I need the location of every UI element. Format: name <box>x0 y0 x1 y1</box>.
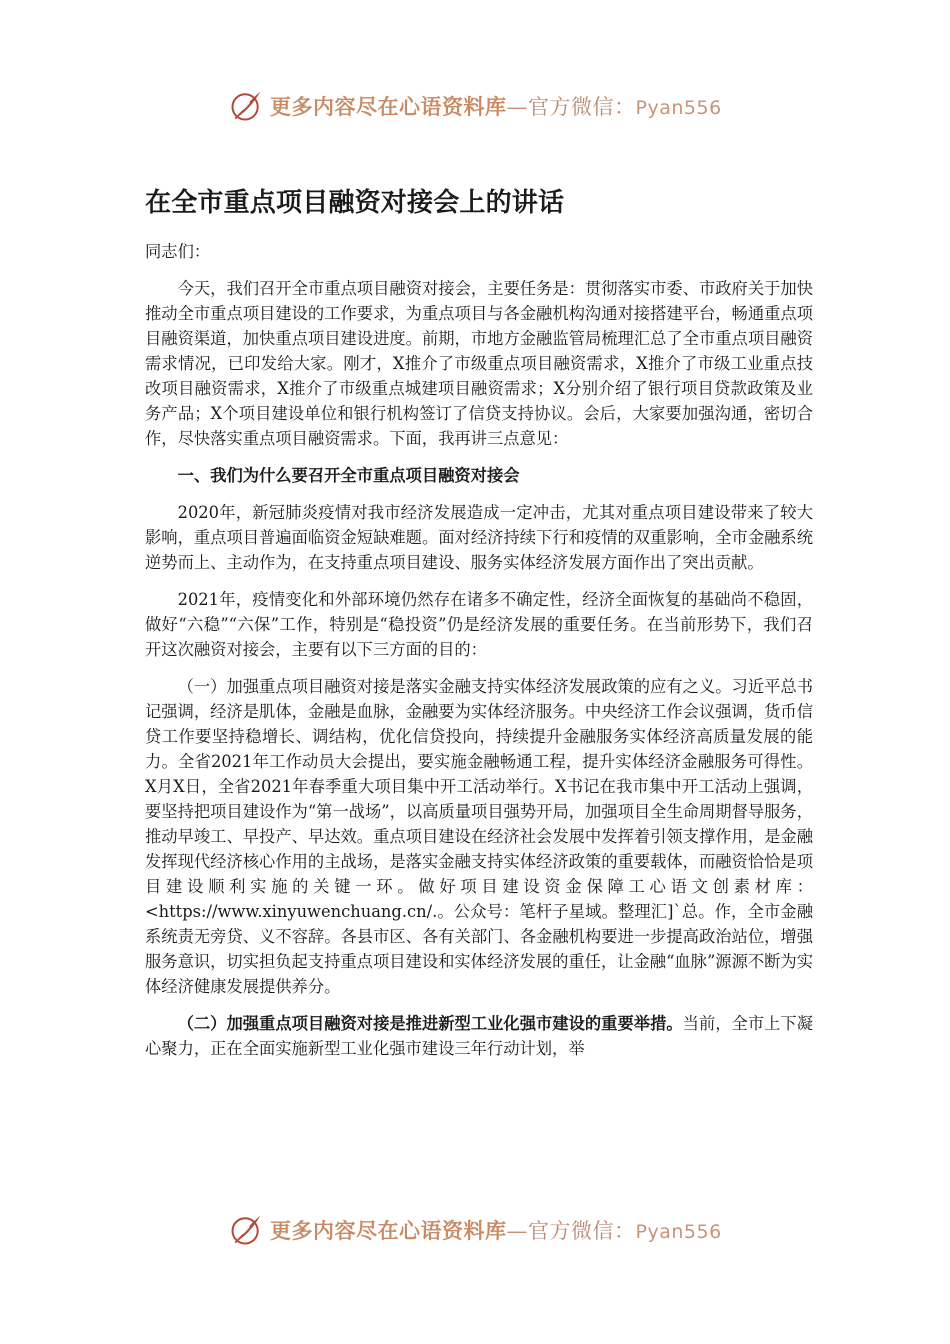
point-2-clip <box>145 1011 813 1061</box>
quill-logo-icon <box>228 88 264 124</box>
document-title: 在全市重点项目融资对接会上的讲话 <box>145 188 565 218</box>
salutation: 同志们： <box>145 242 211 261</box>
banner-brand: 更多内容尽在心语资料库 <box>270 1218 507 1243</box>
paragraph-2020: 2020年，新冠肺炎疫情对我市经济发展造成一定冲击，尤其对重点项目建设带来了较大影响，重点项目普遍面临资金短缺难题。面对经济持续下行和疫情的双重影响，全市金融系统逆势而上、主动作为，在支持重点项目建设、服务实体经济发展方面作出了突出贡献。 <box>145 503 813 572</box>
banner-brand: 更多内容尽在心语资料库 <box>270 94 507 119</box>
banner-text <box>270 91 722 121</box>
banner-separator: — <box>506 1219 528 1243</box>
banner-wechat-id: Pyan556 <box>635 97 722 119</box>
banner-separator: — <box>506 95 528 119</box>
point-1-paragraph: （一）加强重点项目融资对接是落实金融支持实体经济发展政策的应有之义。习近平总书记强调，经济是肌体，金融是血脉，金融要为实体经济服务。中央经济工作会议强调，货币信贷工作要坚持稳增长、调结构，优化信贷投向，持续提升金融服务实体经济高质量发展的能力。全省2021年工作动员大会提出，要实施金融畅通工程，提升实体经济金融服务可得性。X月X日，全省2021年春季重大项目集中开工活动举行。X书记在我市集中开工活动上强调，要坚持把项目建设作为“第一战场”，以高质量项目强势开局，加强项目全生命周期督导服务，推动早竣工、早投产、早达效。重点项目建设在经济社会发展中发挥着引领支撑作用，是金融发挥现代经济核心作用的主战场，是落实金融支持实体经济政策的重要载体，而融资恰恰是项目建设顺利实施的关键一环。做好项目建设资金保障工心语文创素材库：<https://www.xinyuwenchuang.cn/.。公众号：笔杆子星域。整理汇]`总。作，全市金融系统责无旁贷、义不容辞。各县市区、各有关部门、各金融机构要进一步提高政治站位，增强服务意识，切实担负起支持重点项目建设和实体经济发展的重任，让金融“血脉”源源不断为实体经济健康发展提供养分。 <box>145 677 813 996</box>
point-2-body: 当前，全市上下凝心聚力，正在全面实施新型工业化强市建设三年行动计划，举 <box>145 1014 813 1058</box>
footer-banner <box>228 1210 748 1250</box>
point-2-lead: （二）加强重点项目融资对接是推进新型工业化强市建设的重要举措。 <box>177 1014 683 1033</box>
banner-text <box>270 1215 722 1245</box>
banner-wechat-id: Pyan556 <box>635 1221 722 1243</box>
document-body <box>145 170 813 1061</box>
paragraph-2021: 2021年，疫情变化和外部环境仍然存在诸多不确定性，经济全面恢复的基础尚不稳固，做好“六稳”“六保”工作，特别是“稳投资”仍是经济发展的重要任务。在当前形势下，我们召开这次融资对接会，主要有以下三方面的目的： <box>145 590 813 659</box>
quill-logo-icon <box>228 1212 264 1248</box>
banner-wechat-label: 官方微信： <box>528 1219 636 1243</box>
banner-wechat-label: 官方微信： <box>528 95 636 119</box>
header-banner <box>228 86 748 126</box>
section-1-heading: 一、我们为什么要召开全市重点项目融资对接会 <box>177 466 520 485</box>
intro-paragraph: 今天，我们召开全市重点项目融资对接会，主要任务是：贯彻落实市委、市政府关于加快推动全市重点项目建设的工作要求，为重点项目与各金融机构沟通对接搭建平台，畅通重点项目融资渠道，加快重点项目建设进度。前期，市地方金融监管局梳理汇总了全市重点项目融资需求情况，已印发给大家。刚才，X推介了市级重点项目融资需求，X推介了市级工业重点技改项目融资需求，X推介了市级重点城建项目融资需求；X分别介绍了银行项目贷款政策及业务产品；X个项目建设单位和银行机构签订了信贷支持协议。会后，大家要加强沟通，密切合作，尽快落实重点项目融资需求。下面，我再讲三点意见： <box>145 279 813 448</box>
point-2-paragraph <box>145 1011 813 1061</box>
